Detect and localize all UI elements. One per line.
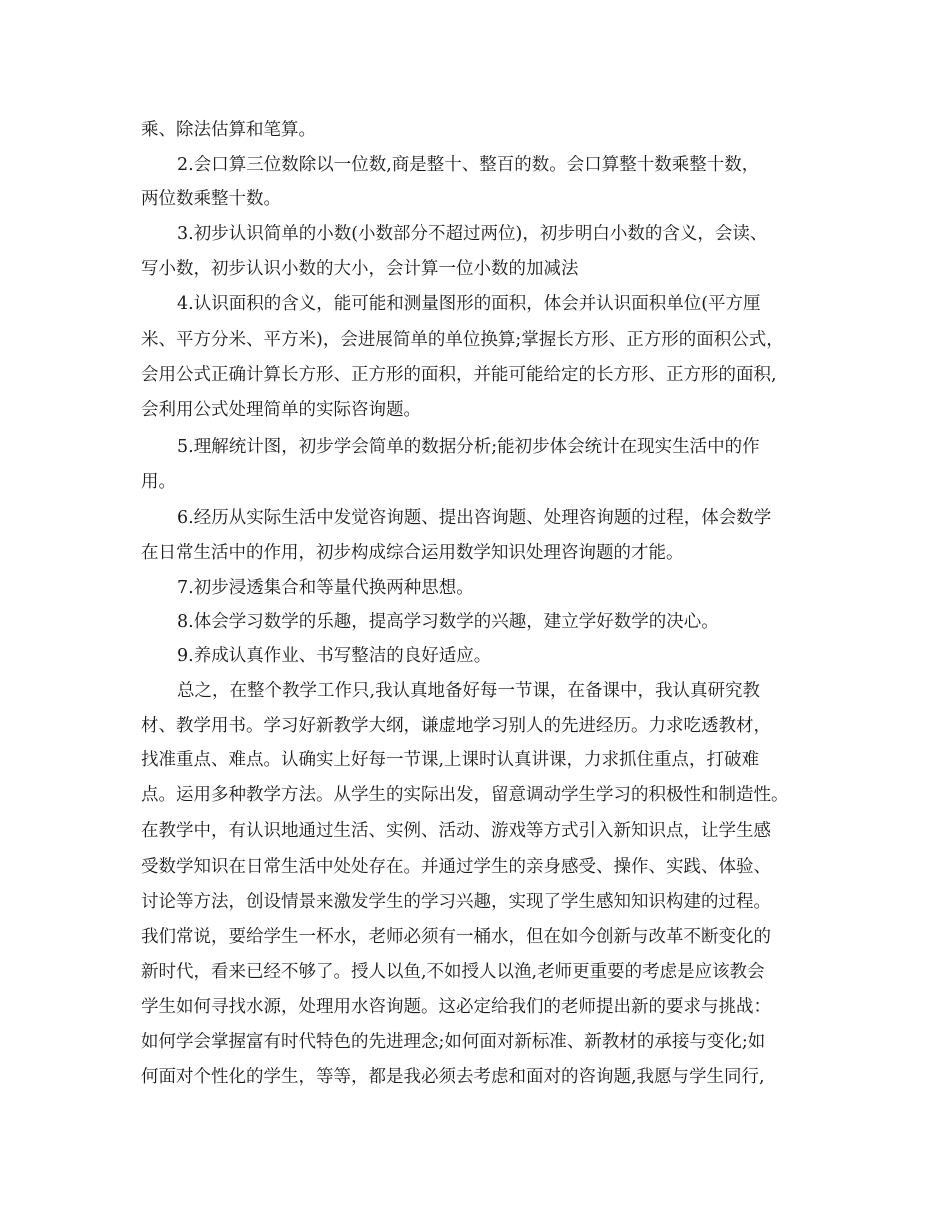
text-line: 写小数，初步认识小数的大小，会计算一位小数的加减法 — [141, 259, 579, 279]
text-line: 新时代，看来已经不够了。授人以鱼,不如授人以渔,老师更重要的考虑是应该教会 — [141, 962, 765, 982]
text-line: 在教学中，有认识地通过生活、实例、活动、游戏等方式引入新知识点，让学生感 — [141, 821, 771, 841]
text-line: 8.体会学习数学的乐趣，提高学习数学的兴趣，建立学好数学的决心。 — [177, 612, 719, 632]
text-line: 材、教学用书。学习好新教学大纲，谦虚地学习别人的先进经历。力求吃透教材， — [141, 716, 771, 736]
text-line: 5.理解统计图，初步学会简单的数据分析;能初步体会统计在现实生活中的作 — [177, 437, 760, 457]
text-line: 3.初步认识简单的小数(小数部分不超过两位)，初步明白小数的含义，会读、 — [177, 224, 768, 244]
text-line: 4.认识面积的含义，能可能和测量图形的面积，体会并认识面积单位(平方厘 — [177, 294, 761, 314]
text-line: 如何学会掌握富有时代特色的先进理念;如何面对新标准、新教材的承接与变化;如 — [141, 1032, 766, 1052]
text-line: 2.会口算三位数除以一位数,商是整十、整百的数。会口算整十数乘整十数， — [177, 155, 760, 175]
text-line: 总之，在整个教学工作只,我认真地备好每一节课，在备课中，我认真研究教 — [177, 681, 761, 701]
text-line: 受数学知识在日常生活中处处存在。并通过学生的亲身感受、操作、实践、体验、 — [141, 857, 771, 877]
text-line: 会利用公式处理简单的实际咨询题。 — [141, 400, 421, 420]
text-line: 米、平方分米、平方米)，会进展简单的单位换算;掌握长方形、正方形的面积公式， — [141, 330, 784, 350]
text-line: 何面对个性化的学生，等等，都是我必须去考虑和面对的咨询题,我愿与学生同行, — [141, 1067, 765, 1087]
text-line: 点。运用多种教学方法。从学生的实际出发，留意调动学生学习的积极性和制造性。 — [141, 785, 789, 805]
text-line: 9.养成认真作业、书写整洁的良好适应。 — [177, 646, 492, 666]
text-line: 在日常生活中的作用，初步构成综合运用数学知识处理咨询题的才能。 — [141, 543, 684, 563]
text-line: 学生如何寻找水源，处理用水咨询题。这必定给我们的老师提出新的要求与挑战： — [141, 997, 771, 1017]
text-line: 会用公式正确计算长方形、正方形的面积，并能可能给定的长方形、正方形的面积, — [141, 365, 777, 385]
text-line: 两位数乘整十数。 — [141, 189, 281, 209]
text-line: 找准重点、难点。认确实上好每一节课,上课时认真讲课，力求抓住重点，打破难 — [141, 750, 760, 770]
text-line: 讨论等方法，创设情景来激发学生的学习兴趣，实现了学生感知知识构建的过程。 — [141, 892, 771, 912]
text-line: 用。 — [141, 472, 176, 492]
text-line: 7.初步浸透集合和等量代换两种思想。 — [177, 578, 474, 598]
text-line: 6.经历从实际生活中发觉咨询题、提出咨询题、处理咨询题的过程，体会数学 — [177, 508, 772, 528]
text-line: 乘、除法估算和笔算。 — [141, 120, 316, 140]
text-line: 我们常说，要给学生一杯水，老师必须有一桶水，但在如今创新与改革不断变化的 — [141, 927, 771, 947]
